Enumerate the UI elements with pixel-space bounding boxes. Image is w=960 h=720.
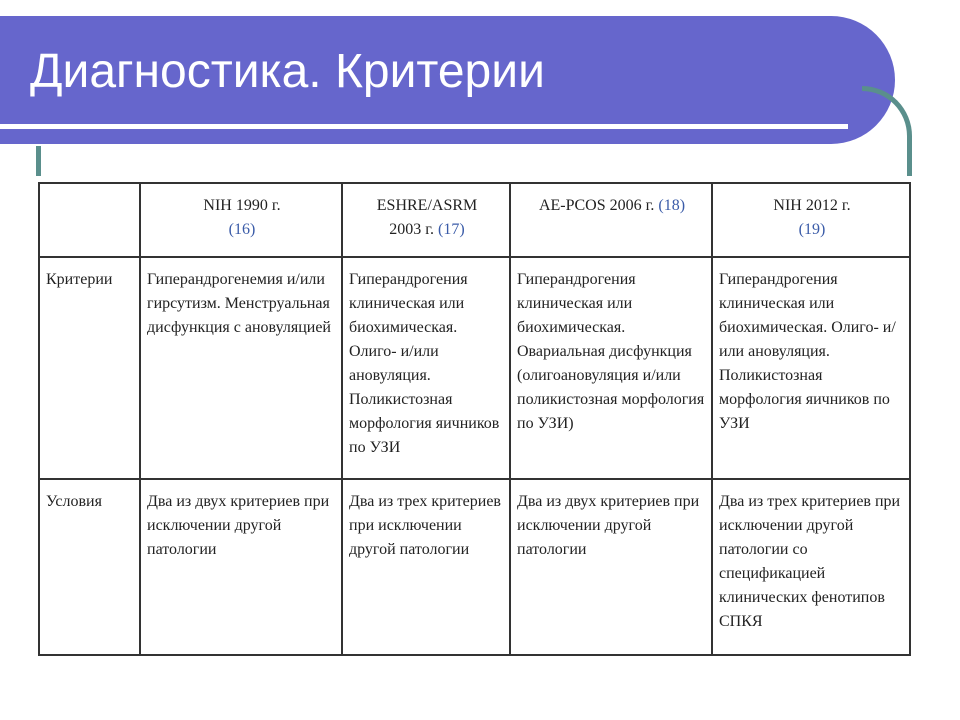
decorative-bar <box>36 146 41 176</box>
header-cell-empty <box>39 183 140 257</box>
title-underline <box>0 124 848 129</box>
decorative-curve <box>862 86 912 176</box>
slide-title: Диагностика. Критерии <box>30 45 545 98</box>
table-cell: Гиперандрогения клиническая или биохимическая. Овариальная дисфункция (олигоановуляция и/или поликистозная морфология по УЗИ) <box>510 257 712 479</box>
header-cell-eshre-asrm: ESHRE/ASRM 2003 г. (17) <box>342 183 510 257</box>
table-cell: Гиперандрогения клиническая или биохимическая. Олиго- и/или ановуляция. Поликистозная морфология яичников по УЗИ <box>712 257 910 479</box>
row-label-conditions: Условия <box>39 479 140 655</box>
header-cell-ae-pcos: AE-PCOS 2006 г. (18) <box>510 183 712 257</box>
table-cell: Гиперандрогения клиническая или биохимическая. Олиго- и/или ановуляция. Поликистозная морфология яичников по УЗИ <box>342 257 510 479</box>
table-cell: Два из двух критериев при исключении другой патологии <box>140 479 342 655</box>
table-cell: Два из трех критериев при исключении другой патологии со спецификацией клинических фенотипов СПКЯ <box>712 479 910 655</box>
criteria-table <box>38 182 911 656</box>
table-header-row <box>39 183 910 257</box>
table-row <box>39 257 910 479</box>
table-cell: Два из двух критериев при исключении другой патологии <box>510 479 712 655</box>
row-label-criteria: Критерии <box>39 257 140 479</box>
table-cell: Гиперандрогенемия и/или гирсутизм. Менструальная дисфункция с ановуляцией <box>140 257 342 479</box>
header-cell-nih-1990: NIH 1990 г. (16) <box>140 183 342 257</box>
table-cell: Два из трех критериев при исключении другой патологии <box>342 479 510 655</box>
table-row <box>39 479 910 655</box>
header-cell-nih-2012: NIH 2012 г. (19) <box>712 183 910 257</box>
